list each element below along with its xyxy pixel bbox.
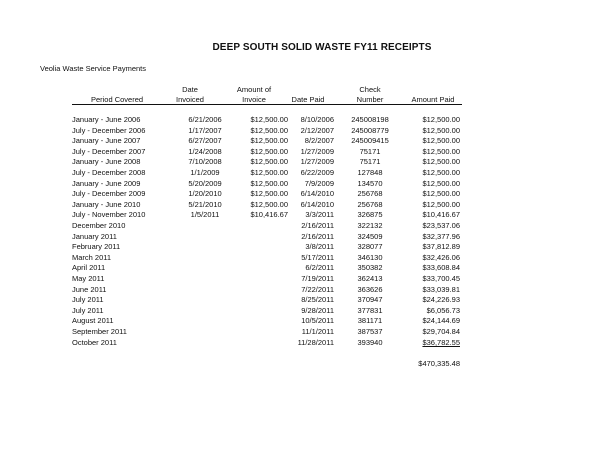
cell-amount-paid: $33,608.84 (422, 263, 460, 273)
cell-amount-invoice: $12,500.00 (250, 199, 288, 209)
cell-date-invoiced: 1/1/2009 (190, 168, 220, 177)
cell-amount-paid: $12,500.00 (422, 115, 460, 124)
cell-check-number: 245008198 (351, 115, 389, 124)
cell-check-number: 256768 (357, 199, 383, 209)
cell-period: September 2011 (72, 327, 127, 336)
cell-date-paid: 8/2/2007 (304, 136, 334, 146)
table-row (0, 126, 600, 137)
cell-period: July - December 2006 (72, 125, 146, 135)
cell-date-paid: 2/12/2007 (300, 125, 334, 135)
cell-period: July - December 2008 (72, 168, 146, 177)
cell-date-paid: 10/5/2011 (301, 316, 334, 326)
cell-check-number: 370947 (357, 295, 383, 305)
cell-check-number: 134570 (357, 178, 383, 188)
header-amount-paid: Amount Paid (411, 94, 455, 104)
header-divider (72, 104, 462, 105)
cell-date-paid: 8/25/2011 (301, 295, 334, 305)
cell-date-invoiced: 6/21/2006 (188, 115, 222, 124)
header-date-invoiced-line1: Date (182, 85, 198, 94)
header-period-covered: Period Covered (90, 94, 144, 104)
cell-amount-paid: $36,782.55 (422, 337, 460, 347)
cell-check-number: 127848 (357, 168, 383, 177)
cell-amount-paid: $32,377.96 (422, 231, 460, 241)
cell-date-paid: 1/27/2009 (300, 157, 334, 167)
cell-period: January - June 2010 (72, 199, 141, 209)
total-amount: $470,335.48 (418, 359, 460, 368)
subtitle: Veolia Waste Service Payments (40, 64, 147, 73)
cell-period: July - November 2010 (72, 210, 146, 220)
table-row (0, 200, 600, 211)
cell-check-number: 363626 (357, 284, 383, 294)
table-row (0, 263, 600, 274)
cell-date-paid: 2/16/2011 (301, 221, 334, 230)
cell-period: August 2011 (72, 316, 114, 326)
table-row (0, 221, 600, 232)
cell-check-number: 350382 (357, 263, 383, 273)
cell-amount-invoice: $12,500.00 (250, 125, 288, 135)
cell-period: March 2011 (72, 252, 112, 262)
cell-check-number: 245009415 (351, 136, 389, 146)
cell-period: July 2011 (72, 305, 104, 315)
cell-date-paid: 11/28/2011 (297, 337, 334, 347)
cell-amount-invoice: $12,500.00 (250, 178, 288, 188)
table-row (0, 327, 600, 338)
cell-date-paid: 6/14/2010 (300, 199, 334, 209)
cell-amount-invoice: $12,500.00 (250, 157, 288, 167)
cell-amount-invoice: $12,500.00 (250, 146, 288, 156)
table-row (0, 168, 600, 179)
table-row (0, 316, 600, 327)
cell-check-number: 393940 (357, 337, 383, 347)
cell-period: February 2011 (72, 242, 121, 252)
cell-amount-paid: $37,812.89 (422, 242, 460, 252)
cell-amount-paid: $12,500.00 (422, 168, 460, 177)
cell-period: June 2011 (72, 284, 107, 294)
cell-date-invoiced: 1/20/2010 (188, 189, 222, 199)
header-check-line1: Check (359, 85, 381, 94)
cell-period: January - June 2006 (72, 115, 141, 124)
cell-check-number: 377831 (357, 305, 383, 315)
cell-period: January - June 2008 (72, 157, 141, 167)
cell-amount-paid: $24,144.69 (422, 316, 460, 326)
table-header (0, 85, 600, 105)
cell-check-number: 326875 (357, 210, 383, 220)
table-row (0, 179, 600, 190)
cell-amount-paid: $12,500.00 (422, 136, 460, 146)
cell-amount-paid: $6,056.73 (426, 305, 460, 315)
cell-period: July 2011 (72, 295, 104, 305)
cell-date-paid: 5/17/2011 (301, 252, 334, 262)
cell-check-number: 381171 (357, 316, 383, 326)
cell-check-number: 387537 (357, 327, 383, 336)
table-row (0, 157, 600, 168)
table-row (0, 285, 600, 296)
cell-check-number: 362413 (357, 274, 383, 283)
cell-amount-paid: $29,704.84 (422, 327, 460, 336)
table-row (0, 189, 600, 200)
header-amount-line1: Amount of (236, 85, 272, 94)
cell-check-number: 245008779 (351, 125, 389, 135)
cell-date-paid: 2/16/2011 (301, 231, 334, 241)
cell-date-paid: 3/3/2011 (305, 210, 334, 220)
cell-date-paid: 7/22/2011 (301, 284, 334, 294)
cell-date-paid: 11/1/2011 (301, 327, 334, 336)
cell-amount-paid: $10,416.67 (422, 210, 460, 220)
header-date-invoiced-line2: Invoiced (176, 94, 204, 104)
cell-period: April 2011 (72, 263, 106, 273)
cell-period: January - June 2009 (72, 178, 141, 188)
cell-amount-paid: $12,500.00 (422, 125, 460, 135)
cell-check-number: 346130 (357, 252, 383, 262)
cell-date-invoiced: 1/5/2011 (190, 210, 220, 220)
cell-amount-invoice: $12,500.00 (250, 115, 288, 124)
table-row (0, 136, 600, 147)
cell-date-paid: 6/22/2009 (300, 168, 334, 177)
cell-check-number: 328077 (357, 242, 383, 252)
cell-amount-paid: $33,039.81 (422, 284, 460, 294)
header-check-line2: Number (356, 94, 384, 104)
cell-check-number: 75171 (359, 146, 381, 156)
cell-date-paid: 6/14/2010 (300, 189, 334, 199)
cell-amount-paid: $33,700.45 (422, 274, 460, 283)
table-row (0, 115, 600, 126)
cell-date-invoiced: 5/20/2009 (188, 178, 222, 188)
cell-amount-paid: $12,500.00 (422, 199, 460, 209)
page-title: DEEP SOUTH SOLID WASTE FY11 RECEIPTS (212, 42, 432, 53)
header-date-invoiced (170, 85, 210, 104)
cell-amount-paid: $32,426.06 (422, 252, 460, 262)
cell-date-paid: 7/9/2009 (304, 178, 334, 188)
table-row (0, 253, 600, 264)
cell-date-paid: 7/19/2011 (301, 274, 334, 283)
cell-check-number: 256768 (357, 189, 383, 199)
cell-period: December 2010 (72, 221, 126, 230)
table-row (0, 242, 600, 253)
cell-amount-paid: $12,500.00 (422, 157, 460, 167)
cell-check-number: 322132 (357, 221, 383, 230)
cell-period: July - December 2009 (72, 189, 146, 199)
table-row (0, 210, 600, 221)
cell-period: October 2011 (72, 337, 117, 347)
table-row (0, 147, 600, 158)
cell-date-invoiced: 7/10/2008 (188, 157, 222, 167)
cell-date-invoiced: 1/24/2008 (188, 146, 222, 156)
cell-period: January - June 2007 (72, 136, 141, 146)
table-row (0, 274, 600, 285)
table-row (0, 306, 600, 317)
cell-date-invoiced: 1/17/2007 (188, 125, 222, 135)
cell-amount-paid: $24,226.93 (422, 295, 460, 305)
table-row (0, 232, 600, 243)
header-check-number (346, 85, 394, 104)
cell-amount-paid: $12,500.00 (422, 178, 460, 188)
cell-amount-invoice: $12,500.00 (250, 136, 288, 146)
cell-date-invoiced: 5/21/2010 (188, 199, 222, 209)
header-amount-line2: Invoice (242, 94, 266, 104)
cell-amount-paid: $12,500.00 (422, 189, 460, 199)
table-row (0, 338, 600, 349)
cell-check-number: 324509 (357, 231, 383, 241)
cell-date-paid: 6/2/2011 (305, 263, 334, 273)
cell-amount-invoice: $10,416.67 (250, 210, 288, 220)
cell-check-number: 75171 (359, 157, 381, 167)
cell-amount-paid: $23,537.06 (422, 221, 460, 230)
cell-period: January 2011 (72, 231, 117, 241)
header-date-paid: Date Paid (291, 94, 325, 104)
cell-period: July - December 2007 (72, 146, 146, 156)
cell-amount-invoice: $12,500.00 (250, 168, 288, 177)
cell-amount-paid: $12,500.00 (422, 146, 460, 156)
cell-date-paid: 3/8/2011 (305, 242, 334, 252)
cell-date-paid: 8/10/2006 (300, 115, 334, 124)
cell-date-paid: 9/28/2011 (301, 305, 334, 315)
header-amount-of-invoice (226, 85, 282, 104)
table-row (0, 295, 600, 306)
cell-date-paid: 1/27/2009 (300, 146, 334, 156)
cell-amount-invoice: $12,500.00 (250, 189, 288, 199)
cell-period: May 2011 (72, 274, 105, 283)
cell-date-invoiced: 6/27/2007 (188, 136, 222, 146)
